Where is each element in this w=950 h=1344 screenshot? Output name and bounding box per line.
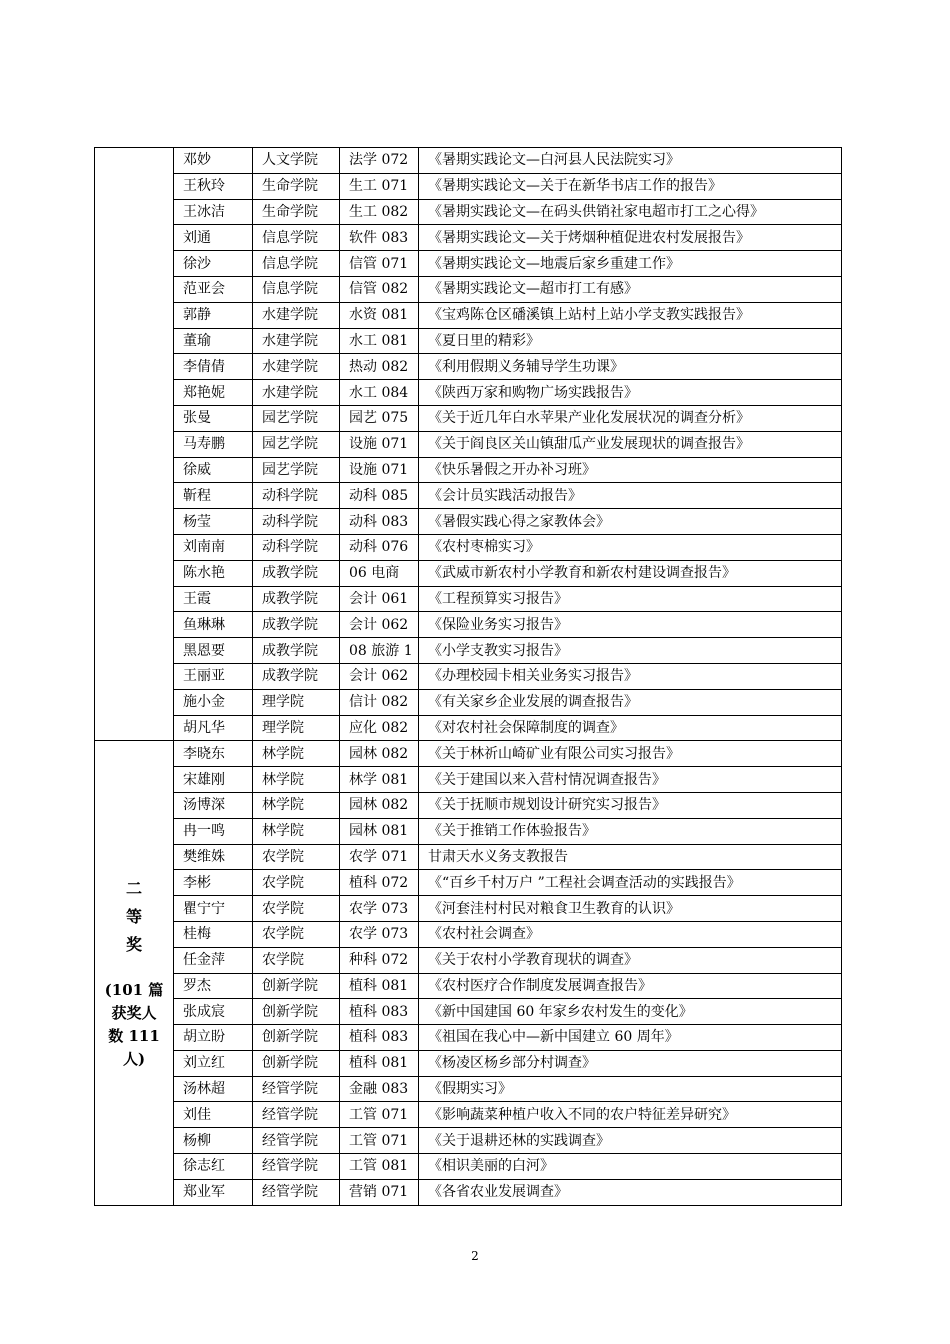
paper-title-cell: 《假期实习》 [419, 1076, 842, 1102]
class-cell: 金融 083 [340, 1076, 419, 1102]
class-cell: 信管 082 [340, 276, 419, 302]
paper-title-cell: 甘肃天水义务支教报告 [419, 844, 842, 870]
paper-title-cell: 《相识美丽的白河》 [419, 1154, 842, 1180]
paper-title-cell: 《暑期实践论文—超市打工有感》 [419, 276, 842, 302]
table-row [95, 870, 842, 896]
college-cell: 经管学院 [253, 1179, 340, 1205]
student-name-cell: 郭静 [174, 302, 253, 328]
class-cell: 植科 083 [340, 999, 419, 1025]
college-cell: 水建学院 [253, 302, 340, 328]
paper-title-cell: 《宝鸡陈仓区磻溪镇上站村上站小学支教实践报告》 [419, 302, 842, 328]
student-name-cell: 杨柳 [174, 1128, 253, 1154]
class-cell: 生工 082 [340, 199, 419, 225]
paper-title-cell: 《保险业务实习报告》 [419, 612, 842, 638]
student-name-cell: 鱼琳琳 [174, 612, 253, 638]
college-cell: 农学院 [253, 896, 340, 922]
table-row [95, 509, 842, 535]
table-row [95, 276, 842, 302]
class-cell: 会计 061 [340, 586, 419, 612]
prize-level-char: 二 [125, 879, 142, 898]
table-row [95, 1025, 842, 1051]
table-row [95, 431, 842, 457]
table-row [95, 896, 842, 922]
table-row [95, 921, 842, 947]
student-name-cell: 刘佳 [174, 1102, 253, 1128]
student-name-cell: 李晓东 [174, 741, 253, 767]
table-row [95, 251, 842, 277]
table-row [95, 225, 842, 251]
college-cell: 农学院 [253, 921, 340, 947]
student-name-cell: 桂梅 [174, 921, 253, 947]
paper-title-cell: 《暑期实践论文—在码头供销社家电超市打工之心得》 [419, 199, 842, 225]
paper-title-cell: 《暑期实践论文—关于烤烟种植促进农村发展报告》 [419, 225, 842, 251]
prize-level-char: 奖 [125, 935, 142, 954]
paper-title-cell: 《夏日里的精彩》 [419, 328, 842, 354]
paper-title-cell: 《利用假期义务辅导学生功课》 [419, 354, 842, 380]
student-name-cell: 汤博深 [174, 792, 253, 818]
table-row [95, 457, 842, 483]
class-cell: 植科 083 [340, 1025, 419, 1051]
paper-title-cell: 《暑假实践心得之家教体会》 [419, 509, 842, 535]
student-name-cell: 冉一鸣 [174, 818, 253, 844]
award-list-table [94, 147, 842, 1206]
college-cell: 成教学院 [253, 638, 340, 664]
college-cell: 成教学院 [253, 560, 340, 586]
paper-title-cell: 《各省农业发展调查》 [419, 1179, 842, 1205]
class-cell: 动科 083 [340, 509, 419, 535]
student-name-cell: 王冰洁 [174, 199, 253, 225]
college-cell: 理学院 [253, 689, 340, 715]
college-cell: 林学院 [253, 767, 340, 793]
paper-title-cell: 《会计员实践活动报告》 [419, 483, 842, 509]
college-cell: 水建学院 [253, 380, 340, 406]
college-cell: 创新学院 [253, 1050, 340, 1076]
class-cell: 工管 071 [340, 1102, 419, 1128]
class-cell: 园艺 075 [340, 405, 419, 431]
paper-title-cell: 《关于建国以来入营村情况调查报告》 [419, 767, 842, 793]
second-prize-group-cell [95, 741, 174, 1205]
paper-title-cell: 《关于近几年白水苹果产业化发展状况的调查分析》 [419, 405, 842, 431]
college-cell: 生命学院 [253, 199, 340, 225]
student-name-cell: 范亚会 [174, 276, 253, 302]
student-name-cell: 张曼 [174, 405, 253, 431]
paper-title-cell: 《杨凌区杨乡部分村调查》 [419, 1050, 842, 1076]
table-row [95, 586, 842, 612]
paper-title-cell: 《影响蔬菜种植户收入不同的农户特征差异研究》 [419, 1102, 842, 1128]
class-cell: 会计 062 [340, 612, 419, 638]
college-cell: 成教学院 [253, 663, 340, 689]
college-cell: 成教学院 [253, 586, 340, 612]
college-cell: 农学院 [253, 844, 340, 870]
college-cell: 农学院 [253, 947, 340, 973]
table-row [95, 405, 842, 431]
student-name-cell: 宋雄刚 [174, 767, 253, 793]
college-cell: 园艺学院 [253, 457, 340, 483]
paper-title-cell: 《暑期实践论文—地震后家乡重建工作》 [419, 251, 842, 277]
paper-title-cell: 《小学支教实习报告》 [419, 638, 842, 664]
class-cell: 农学 071 [340, 844, 419, 870]
student-name-cell: 汤林超 [174, 1076, 253, 1102]
class-cell: 信计 082 [340, 689, 419, 715]
college-cell: 信息学院 [253, 251, 340, 277]
college-cell: 信息学院 [253, 225, 340, 251]
class-cell: 应化 082 [340, 715, 419, 741]
prize-count-note-line: (101 篇 [104, 981, 164, 999]
table-row [95, 818, 842, 844]
class-cell: 生工 071 [340, 173, 419, 199]
paper-title-cell: 《关于农村小学教育现状的调查》 [419, 947, 842, 973]
student-name-cell: 马寿鹏 [174, 431, 253, 457]
continued-group-cell [95, 148, 174, 741]
student-name-cell: 董瑜 [174, 328, 253, 354]
student-name-cell: 徐沙 [174, 251, 253, 277]
table-row [95, 1179, 842, 1205]
class-cell: 06 电商 [340, 560, 419, 586]
table-row [95, 715, 842, 741]
table-row [95, 973, 842, 999]
table-row [95, 792, 842, 818]
college-cell: 林学院 [253, 741, 340, 767]
student-name-cell: 邓妙 [174, 148, 253, 174]
paper-title-cell: 《有关家乡企业发展的调查报告》 [419, 689, 842, 715]
paper-title-cell: 《农村医疗合作制度发展调查报告》 [419, 973, 842, 999]
paper-title-cell: 《关于抚顺市规划设计研究实习报告》 [419, 792, 842, 818]
class-cell: 工管 081 [340, 1154, 419, 1180]
class-cell: 植科 081 [340, 973, 419, 999]
student-name-cell: 李倩倩 [174, 354, 253, 380]
college-cell: 农学院 [253, 870, 340, 896]
student-name-cell: 杨莹 [174, 509, 253, 535]
table-row [95, 534, 842, 560]
college-cell: 动科学院 [253, 534, 340, 560]
college-cell: 创新学院 [253, 1025, 340, 1051]
class-cell: 农学 073 [340, 896, 419, 922]
class-cell: 林学 081 [340, 767, 419, 793]
student-name-cell: 张成宸 [174, 999, 253, 1025]
student-name-cell: 靳程 [174, 483, 253, 509]
college-cell: 理学院 [253, 715, 340, 741]
student-name-cell: 罗杰 [174, 973, 253, 999]
class-cell: 水工 084 [340, 380, 419, 406]
class-cell: 热动 082 [340, 354, 419, 380]
college-cell: 动科学院 [253, 483, 340, 509]
second-prize-label [95, 875, 173, 1071]
student-name-cell: 刘立红 [174, 1050, 253, 1076]
student-name-cell: 刘通 [174, 225, 253, 251]
college-cell: 创新学院 [253, 999, 340, 1025]
college-cell: 信息学院 [253, 276, 340, 302]
table-row [95, 663, 842, 689]
class-cell: 08 旅游 1 [340, 638, 419, 664]
table-row [95, 328, 842, 354]
student-name-cell: 刘南南 [174, 534, 253, 560]
class-cell: 软件 083 [340, 225, 419, 251]
student-name-cell: 徐威 [174, 457, 253, 483]
paper-title-cell: 《快乐暑假之开办补习班》 [419, 457, 842, 483]
paper-title-cell: 《关于退耕还林的实践调查》 [419, 1128, 842, 1154]
student-name-cell: 樊维姝 [174, 844, 253, 870]
table-row [95, 638, 842, 664]
table-row [95, 741, 842, 767]
class-cell: 动科 085 [340, 483, 419, 509]
prize-count-note-line: 人) [122, 1050, 146, 1068]
college-cell: 园艺学院 [253, 405, 340, 431]
class-cell: 信管 071 [340, 251, 419, 277]
table-row [95, 1050, 842, 1076]
student-name-cell: 徐志红 [174, 1154, 253, 1180]
college-cell: 园艺学院 [253, 431, 340, 457]
table-row [95, 483, 842, 509]
table-row [95, 1154, 842, 1180]
class-cell: 工管 071 [340, 1128, 419, 1154]
student-name-cell: 李彬 [174, 870, 253, 896]
college-cell: 水建学院 [253, 328, 340, 354]
class-cell: 园林 081 [340, 818, 419, 844]
college-cell: 林学院 [253, 818, 340, 844]
class-cell: 动科 076 [340, 534, 419, 560]
class-cell: 水资 081 [340, 302, 419, 328]
student-name-cell: 陈水艳 [174, 560, 253, 586]
college-cell: 林学院 [253, 792, 340, 818]
prize-count-note-line: 数 111 [108, 1027, 160, 1045]
college-cell: 生命学院 [253, 173, 340, 199]
table-row [95, 767, 842, 793]
table-row [95, 380, 842, 406]
table-row [95, 354, 842, 380]
college-cell: 经管学院 [253, 1128, 340, 1154]
class-cell: 设施 071 [340, 431, 419, 457]
student-name-cell: 王丽亚 [174, 663, 253, 689]
table-row [95, 302, 842, 328]
paper-title-cell: 《对农村社会保障制度的调查》 [419, 715, 842, 741]
paper-title-cell: 《祖国在我心中—新中国建立 60 周年》 [419, 1025, 842, 1051]
college-cell: 水建学院 [253, 354, 340, 380]
table-row [95, 1128, 842, 1154]
class-cell: 园林 082 [340, 741, 419, 767]
class-cell: 法学 072 [340, 148, 419, 174]
college-cell: 创新学院 [253, 973, 340, 999]
table-row [95, 612, 842, 638]
class-cell: 植科 081 [340, 1050, 419, 1076]
table-row [95, 999, 842, 1025]
table-row [95, 1076, 842, 1102]
table-row [95, 173, 842, 199]
class-cell: 会计 062 [340, 663, 419, 689]
prize-count-note-line: 获奖人 [111, 1004, 157, 1022]
paper-title-cell: 《“百乡千村万户 ”工程社会调查活动的实践报告》 [419, 870, 842, 896]
student-name-cell: 胡凡华 [174, 715, 253, 741]
paper-title-cell: 《暑期实践论文—白河县人民法院实习》 [419, 148, 842, 174]
page-number: 2 [471, 1249, 479, 1263]
table-row [95, 844, 842, 870]
class-cell: 设施 071 [340, 457, 419, 483]
college-cell: 人文学院 [253, 148, 340, 174]
student-name-cell: 黑恩要 [174, 638, 253, 664]
table-row [95, 199, 842, 225]
paper-title-cell: 《关于阎良区关山镇甜瓜产业发展现状的调查报告》 [419, 431, 842, 457]
table-row [95, 947, 842, 973]
student-name-cell: 施小金 [174, 689, 253, 715]
student-name-cell: 王秋玲 [174, 173, 253, 199]
student-name-cell: 郑艳妮 [174, 380, 253, 406]
paper-title-cell: 《暑期实践论文—关于在新华书店工作的报告》 [419, 173, 842, 199]
paper-title-cell: 《工程预算实习报告》 [419, 586, 842, 612]
college-cell: 动科学院 [253, 509, 340, 535]
paper-title-cell: 《河套洼村村民对粮食卫生教育的认识》 [419, 896, 842, 922]
prize-level-char: 等 [125, 907, 142, 926]
student-name-cell: 郑业军 [174, 1179, 253, 1205]
paper-title-cell: 《办理校园卡相关业务实习报告》 [419, 663, 842, 689]
class-cell: 园林 082 [340, 792, 419, 818]
student-name-cell: 胡立盼 [174, 1025, 253, 1051]
student-name-cell: 瞿宁宁 [174, 896, 253, 922]
class-cell: 农学 073 [340, 921, 419, 947]
table-row [95, 148, 842, 174]
table-row [95, 1102, 842, 1128]
paper-title-cell: 《关于推销工作体验报告》 [419, 818, 842, 844]
college-cell: 经管学院 [253, 1076, 340, 1102]
paper-title-cell: 《陕西万家和购物广场实践报告》 [419, 380, 842, 406]
college-cell: 成教学院 [253, 612, 340, 638]
class-cell: 植科 072 [340, 870, 419, 896]
paper-title-cell: 《农村社会调查》 [419, 921, 842, 947]
student-name-cell: 任金萍 [174, 947, 253, 973]
college-cell: 经管学院 [253, 1154, 340, 1180]
college-cell: 经管学院 [253, 1102, 340, 1128]
paper-title-cell: 《新中国建国 60 年家乡农村发生的变化》 [419, 999, 842, 1025]
student-name-cell: 王霞 [174, 586, 253, 612]
table-row [95, 560, 842, 586]
paper-title-cell: 《武威市新农村小学教育和新农村建设调查报告》 [419, 560, 842, 586]
paper-title-cell: 《农村枣棉实习》 [419, 534, 842, 560]
class-cell: 营销 071 [340, 1179, 419, 1205]
class-cell: 种科 072 [340, 947, 419, 973]
table-row [95, 689, 842, 715]
class-cell: 水工 081 [340, 328, 419, 354]
award-list-body [95, 148, 842, 1206]
paper-title-cell: 《关于林祈山崎矿业有限公司实习报告》 [419, 741, 842, 767]
